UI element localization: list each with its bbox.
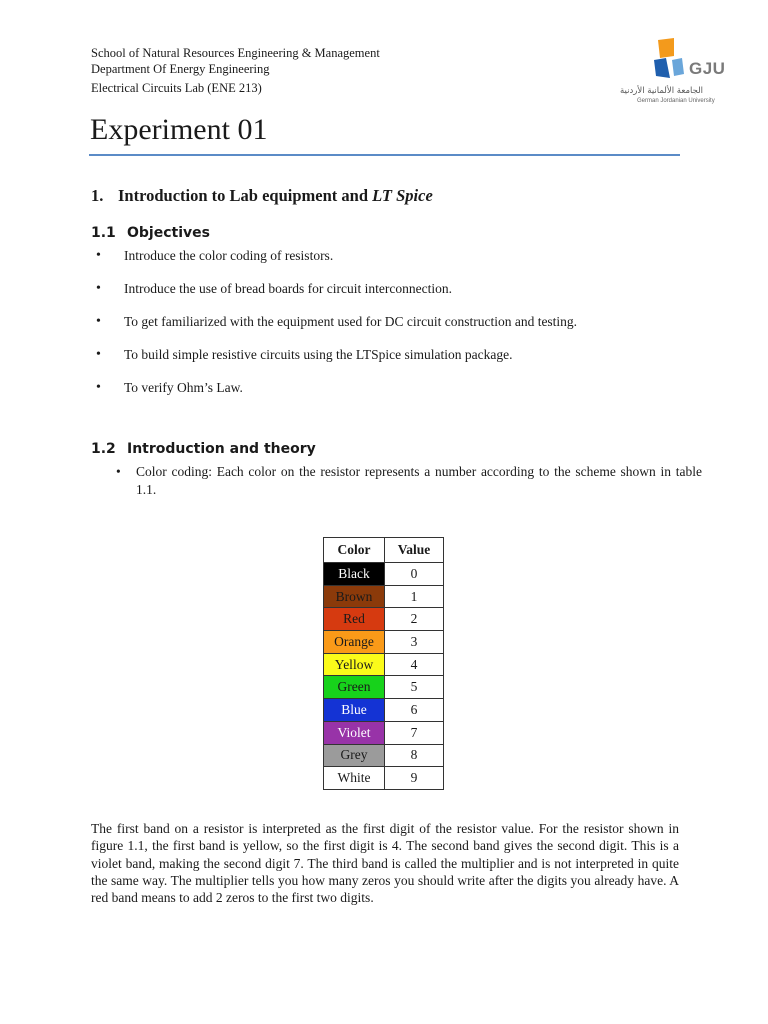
table-row <box>324 699 444 722</box>
color-swatch-cell: Yellow <box>324 653 385 676</box>
table-header-row <box>324 538 444 563</box>
color-value-cell: 4 <box>385 653 444 676</box>
logo-abbreviation: GJU <box>689 59 726 78</box>
column-header-color: Color <box>324 538 385 563</box>
intro-heading-text: Introduction and theory <box>127 441 316 457</box>
table-row <box>324 767 444 790</box>
objectives-number: 1.1 <box>91 225 116 241</box>
color-value-cell: 3 <box>385 631 444 654</box>
body-paragraph: The first band on a resistor is interpreted as the first digit of the resistor value. For the resistor shown in figure 1.1, the first band is yellow, so the first digit is 4. The second band gives the second digit. This is a violet band, making the second digit 7. The third band is called the multiplier and is not interpreted in quite the same way. The multiplier tells you how many zeros you should write after the digits you already have. A red band means to add 2 zeros to the first two digits. <box>91 821 679 906</box>
color-swatch-cell: Green <box>324 676 385 699</box>
objective-item: • Introduce the use of bread boards for circuit interconnection. <box>91 280 577 313</box>
title-underline <box>89 154 680 156</box>
table-row <box>324 721 444 744</box>
table-row <box>324 585 444 608</box>
section-heading-italic: LT Spice <box>372 186 433 205</box>
table-row <box>324 744 444 767</box>
department-name: Department Of Energy Engineering <box>91 62 270 76</box>
column-header-value: Value <box>385 538 444 563</box>
document-header <box>91 45 380 96</box>
objectives-list <box>91 247 577 412</box>
color-swatch-cell: Violet <box>324 721 385 744</box>
school-name: School of Natural Resources Engineering & Management <box>91 46 380 60</box>
intro-heading <box>91 441 316 457</box>
section-number: 1. <box>91 186 104 205</box>
intro-bullet: • Color coding: Each color on the resistor represents a number according to the scheme shown in table 1.1. <box>114 463 702 499</box>
course-name: Electrical Circuits Lab (ENE 213) <box>91 81 262 95</box>
table-row <box>324 653 444 676</box>
color-value-cell: 8 <box>385 744 444 767</box>
color-code-table <box>323 537 444 790</box>
color-value-cell: 6 <box>385 699 444 722</box>
color-swatch-cell: White <box>324 767 385 790</box>
color-swatch-cell: Red <box>324 608 385 631</box>
color-value-cell: 2 <box>385 608 444 631</box>
table-row <box>324 563 444 586</box>
page-title: Experiment 01 <box>90 113 268 146</box>
color-value-cell: 0 <box>385 563 444 586</box>
objectives-heading <box>91 225 210 241</box>
objectives-heading-text: Objectives <box>127 225 210 241</box>
color-swatch-cell: Blue <box>324 699 385 722</box>
objective-item: • To get familiarized with the equipment used for DC circuit construction and testing. <box>91 313 577 346</box>
color-swatch-cell: Orange <box>324 631 385 654</box>
color-table-body <box>324 563 444 790</box>
table-row <box>324 608 444 631</box>
color-value-cell: 7 <box>385 721 444 744</box>
table-row <box>324 631 444 654</box>
logo-english-name: German Jordanian University <box>637 98 715 104</box>
objective-item: • To build simple resistive circuits using the LTSpice simulation package. <box>91 346 577 379</box>
color-value-cell: 1 <box>385 585 444 608</box>
color-swatch-cell: Grey <box>324 744 385 767</box>
table-row <box>324 676 444 699</box>
university-logo <box>612 38 726 114</box>
color-value-cell: 9 <box>385 767 444 790</box>
color-swatch-cell: Black <box>324 563 385 586</box>
section-heading-text: Introduction to Lab equipment and <box>118 186 373 205</box>
section-heading <box>91 186 433 206</box>
color-swatch-cell: Brown <box>324 585 385 608</box>
objective-item: • Introduce the color coding of resistors. <box>91 247 577 280</box>
objective-item: • To verify Ohm’s Law. <box>91 379 577 412</box>
color-value-cell: 5 <box>385 676 444 699</box>
intro-number: 1.2 <box>91 441 116 457</box>
logo-arabic-name: الجامعة الألمانية الأردنية <box>620 86 704 96</box>
gju-logo-icon <box>652 38 686 82</box>
